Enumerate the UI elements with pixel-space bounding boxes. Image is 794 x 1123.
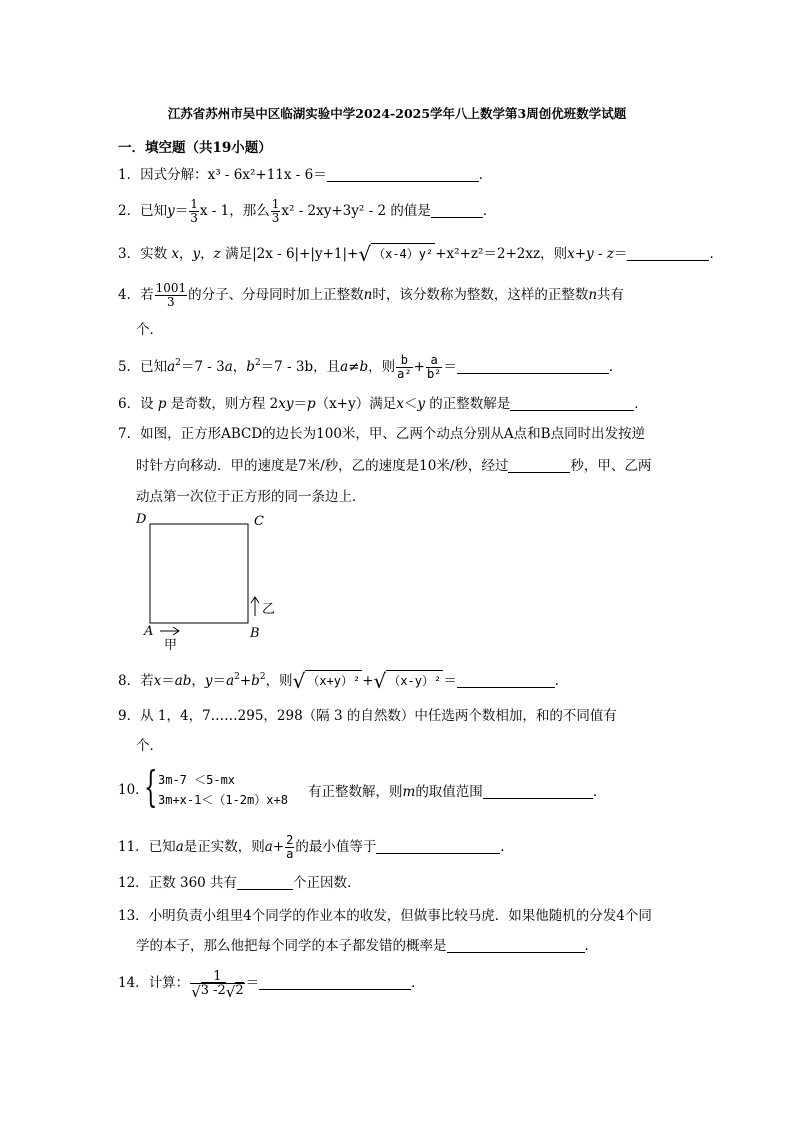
label-D: D bbox=[136, 512, 147, 527]
fraction-1-over-root: $\frac{1}{√3 -2√2}$ bbox=[191, 969, 244, 1001]
question-4-line-2: 个． bbox=[136, 322, 163, 338]
system-brace: { bbox=[144, 762, 158, 811]
question-5: 5．已知$a^2=7 - 3a$，$b^2=7 - 3b$，且a≠b，则 $\frac{b}{\text{a²}}$ + $\frac{a}{\text{b²}}$ ＝ ． bbox=[118, 353, 623, 381]
question-9-line-2: 个． bbox=[136, 738, 163, 754]
answer-blank-10[interactable] bbox=[483, 784, 593, 799]
question-7-line-2: 时针方向移动．甲的速度是7米/秒，乙的速度是10米/秒，经过 秒，甲、乙两 bbox=[136, 458, 652, 474]
q1-text: 因式分解：x³ - 6x²+11x - 6＝ bbox=[140, 167, 327, 183]
answer-blank-14[interactable] bbox=[259, 975, 411, 990]
fraction-a-over-b2: $\frac{a}{\text{b²}}$ bbox=[426, 353, 442, 381]
fraction-one-third: $\frac{1}{3}$ bbox=[190, 197, 198, 225]
sqrt-x-minus-y: （x-y）² bbox=[386, 670, 443, 691]
question-2: 2．已知y＝ $\frac{1}{3}$ x - 1，那么 $\frac{1}{3}$ x² - 2xy+3y² - 2 的值是 ． bbox=[118, 197, 497, 225]
square-figure bbox=[138, 512, 288, 652]
label-yi: 乙 bbox=[262, 602, 276, 617]
answer-blank-11[interactable] bbox=[376, 839, 500, 854]
answer-blank-13[interactable] bbox=[447, 938, 585, 953]
label-A: A bbox=[144, 624, 154, 639]
fraction-1001-3: $\frac{1001}{3}$ bbox=[155, 281, 187, 309]
question-10-tail: 有正整数解，则m的取值范围 ． bbox=[308, 784, 607, 800]
fraction-2-over-a: $\frac{2}{a}$ bbox=[286, 833, 294, 861]
label-C: C bbox=[254, 514, 264, 529]
question-11: 11．已知a是正实数，则a+ $\frac{2}{a}$ 的最小值等于 ． bbox=[118, 833, 514, 861]
question-7-line-3: 动点第一次位于正方形的同一条边上． bbox=[136, 489, 366, 505]
answer-blank-8[interactable] bbox=[457, 673, 555, 688]
question-9: 9．从 1，4，7……295，298（隔 3 的自然数）中任选两个数相加，和的不同值有 bbox=[118, 708, 617, 724]
fraction-one-third-b: $\frac{1}{3}$ bbox=[271, 197, 280, 225]
question-12: 12．正数 360 共有 个正因数． bbox=[118, 875, 361, 891]
question-3: 3．实数 x，y，z 满足|2x - 6|+|y+1|+√ （x-4）y² +x²+z²＝2+2xz，则x+y - z＝ ． bbox=[118, 242, 723, 266]
question-1: 1．因式分解：x³ - 6x²+11x - 6＝ ． bbox=[118, 167, 493, 183]
inequality-system: 3m-7 ＜5-mx 3m+x-1＜（1-2m）x+8 bbox=[158, 773, 288, 807]
sqrt-x-plus-y: （x+y）² bbox=[305, 670, 362, 691]
answer-blank-1[interactable] bbox=[327, 167, 479, 182]
question-10: 10． bbox=[118, 782, 149, 798]
answer-blank-2[interactable] bbox=[431, 203, 483, 218]
question-14: 14．计算： $\frac{1}{√3 -2√2}$ ＝ ． bbox=[118, 969, 425, 1001]
answer-blank-12[interactable] bbox=[237, 875, 293, 890]
answer-blank-3[interactable] bbox=[627, 246, 709, 261]
sqrt-expression-3: （x-4）y² bbox=[371, 243, 435, 264]
page-title: 江苏省苏州市吴中区临湖实验中学2024-2025学年八上数学第3周创优班数学试题 bbox=[167, 106, 627, 121]
label-jia: 甲 bbox=[164, 638, 178, 653]
answer-blank-6[interactable] bbox=[510, 396, 634, 411]
label-B: B bbox=[250, 626, 260, 641]
question-13: 13．小明负责小组里4个同学的作业本的收发，但做事比较马虎．如果他随机的分发4个同 bbox=[118, 908, 652, 924]
square-diagram bbox=[138, 512, 288, 652]
question-13-line-2: 学的本子，那么他把每个同学的本子都发错的概率是 ． bbox=[136, 938, 598, 954]
answer-blank-5[interactable] bbox=[457, 359, 609, 374]
fraction-b-over-a2: $\frac{b}{\text{a²}}$ bbox=[397, 353, 412, 381]
question-4: 4．若 $\frac{1001}{3}$ 的分子、分母同时加上正整数n时，该分数称为整数，这样的正整数n共有 bbox=[118, 281, 625, 309]
answer-blank-7[interactable] bbox=[508, 458, 570, 473]
question-7: 7．如图，正方形ABCD的边长为100米，甲、乙两个动点分别从A点和B点同时出发按逆 bbox=[118, 426, 646, 442]
section-heading: 一．填空题（共19小题） bbox=[118, 140, 272, 156]
question-6: 6．设 p 是奇数，则方程 2xy＝p（x+y）满足x＜y 的正整数解是 ． bbox=[118, 396, 648, 412]
question-8: 8．若x＝ab，$y=a^2+b^2$，则√ （x+y）² +√ （x-y）² ＝ ． bbox=[118, 669, 569, 693]
